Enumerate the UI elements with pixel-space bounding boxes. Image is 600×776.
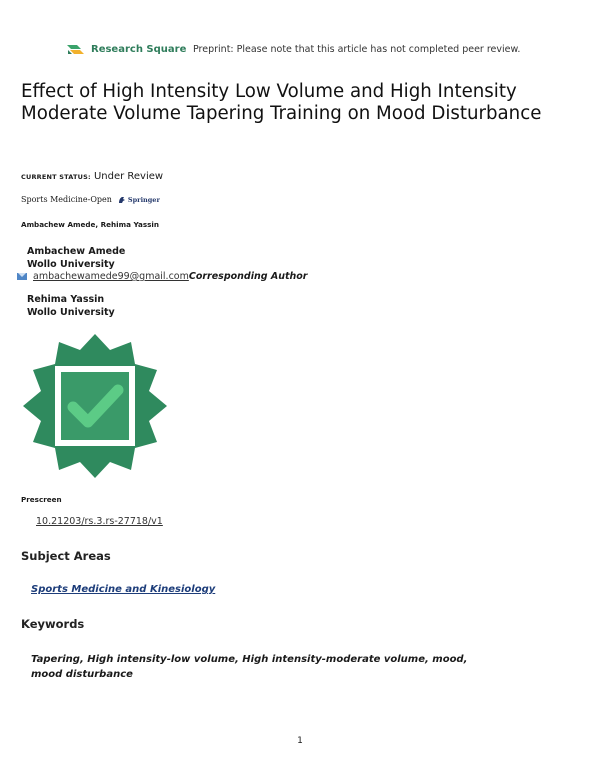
author-block [27,246,125,271]
status-label: CURRENT STATUS: [21,173,91,181]
springer-label: Springer [127,195,160,204]
author-block [27,294,115,319]
author-email-link[interactable]: ambachewamede99@gmail.com [33,271,189,282]
subject-area-link[interactable]: Sports Medicine and Kinesiology [31,584,216,595]
keywords-line-2: mood disturbance [31,669,133,680]
author-affiliation: Wollo University [27,258,115,270]
keywords-line-1: Tapering, High intensity-low volume, High intensity-moderate volume, mood, [31,654,468,665]
author-email-row [17,271,308,282]
author-name: Rehima Yassin [27,294,105,305]
current-status [21,171,163,182]
research-square-logo[interactable] [66,42,186,57]
prescreen-badge [21,332,169,484]
mail-icon [17,273,27,280]
doi-link[interactable]: 10.21203/rs.3.rs-27718/v1 [36,516,163,527]
logo-text: Research Square [91,44,187,55]
prescreen-label: Prescreen [21,495,62,504]
preprint-notice: Preprint: Please note that this article has not completed peer review. [193,44,521,55]
page-number: 1 [297,736,303,746]
status-value: Under Review [93,171,164,182]
author-name: Ambachew Amede [27,246,126,257]
author-affiliation: Wollo University [27,306,115,318]
article-title [21,81,581,125]
article-title-line-1: Effect of High Intensity Low Volume and High Intensity [21,81,517,102]
research-square-logo-icon [66,42,86,57]
checkmark-badge-icon [21,332,169,480]
springer-logo [118,196,160,204]
journal-row [21,195,160,204]
keywords-text [31,652,561,682]
corresponding-author-label: Corresponding Author [188,271,308,282]
springer-horse-icon [118,196,126,204]
authors-line: Ambachew Amede, Rehima Yassin [21,220,159,229]
keywords-heading: Keywords [21,617,85,631]
subject-areas-heading: Subject Areas [21,549,111,563]
article-title-line-2: Moderate Volume Tapering Training on Mood Disturbance [21,103,542,124]
journal-name: Sports Medicine-Open [21,195,112,204]
